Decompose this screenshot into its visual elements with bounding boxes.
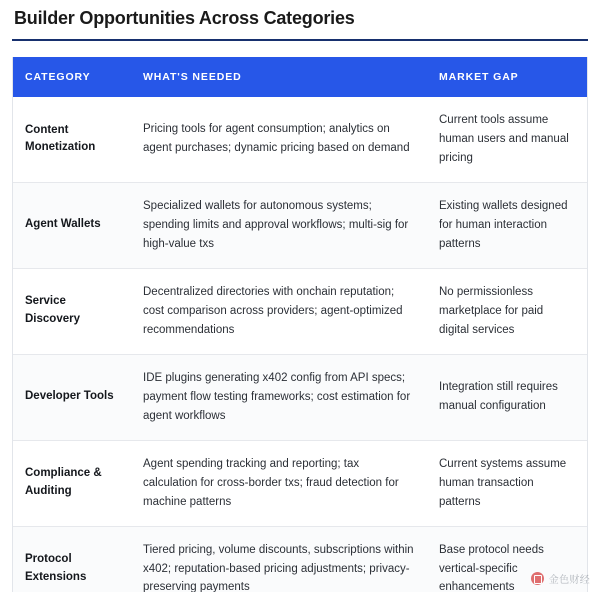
opportunities-table	[13, 57, 587, 592]
cell-whats-needed: Pricing tools for agent consumption; analytics on agent purchases; dynamic pricing based on demand	[131, 97, 427, 182]
cell-whats-needed: Specialized wallets for autonomous systems; spending limits and approval workflows; multi-sig for high-value txs	[131, 182, 427, 268]
table-body	[13, 97, 587, 592]
cell-market-gap: Current systems assume human transaction patterns	[427, 440, 587, 526]
watermark-badge-icon	[531, 572, 544, 585]
cell-market-gap: No permissionless marketplace for paid digital services	[427, 268, 587, 354]
table-row	[13, 440, 587, 526]
cell-market-gap: Current tools assume human users and manual pricing	[427, 97, 587, 182]
cell-category: Content Monetization	[13, 97, 131, 182]
cell-market-gap: Integration still requires manual configuration	[427, 354, 587, 440]
column-header-market-gap: MARKET GAP	[427, 57, 587, 97]
cell-category: Agent Wallets	[13, 182, 131, 268]
cell-category: Service Discovery	[13, 268, 131, 354]
watermark-label: 金色财经	[548, 575, 590, 586]
table-row	[13, 97, 587, 182]
cell-category: Developer Tools	[13, 354, 131, 440]
table-row	[13, 354, 587, 440]
cell-market-gap: Base protocol needs vertical-specific enhancements	[427, 526, 587, 592]
page-title: Builder Opportunities Across Categories	[14, 8, 355, 28]
table-row	[13, 526, 587, 592]
column-header-whats-needed: WHAT'S NEEDED	[131, 57, 427, 97]
table-header	[13, 57, 587, 97]
opportunities-table-container	[12, 57, 588, 592]
cell-whats-needed: Tiered pricing, volume discounts, subscriptions within x402; reputation-based pricing adjustments; privacy-preserving payments	[131, 526, 427, 592]
table-header-row	[13, 57, 587, 97]
cell-market-gap: Existing wallets designed for human interaction patterns	[427, 182, 587, 268]
cell-category: Compliance & Auditing	[13, 440, 131, 526]
title-divider	[12, 39, 588, 41]
column-header-category: CATEGORY	[13, 57, 131, 97]
table-row	[13, 182, 587, 268]
cell-whats-needed: IDE plugins generating x402 config from API specs; payment flow testing frameworks; cost estimation for agent workflows	[131, 354, 427, 440]
cell-whats-needed: Agent spending tracking and reporting; tax calculation for cross-border txs; fraud detection for machine patterns	[131, 440, 427, 526]
cell-category: Protocol Extensions	[13, 526, 131, 592]
watermark	[531, 571, 590, 586]
table-row	[13, 268, 587, 354]
cell-whats-needed: Decentralized directories with onchain reputation; cost comparison across providers; agent-optimized recommendations	[131, 268, 427, 354]
